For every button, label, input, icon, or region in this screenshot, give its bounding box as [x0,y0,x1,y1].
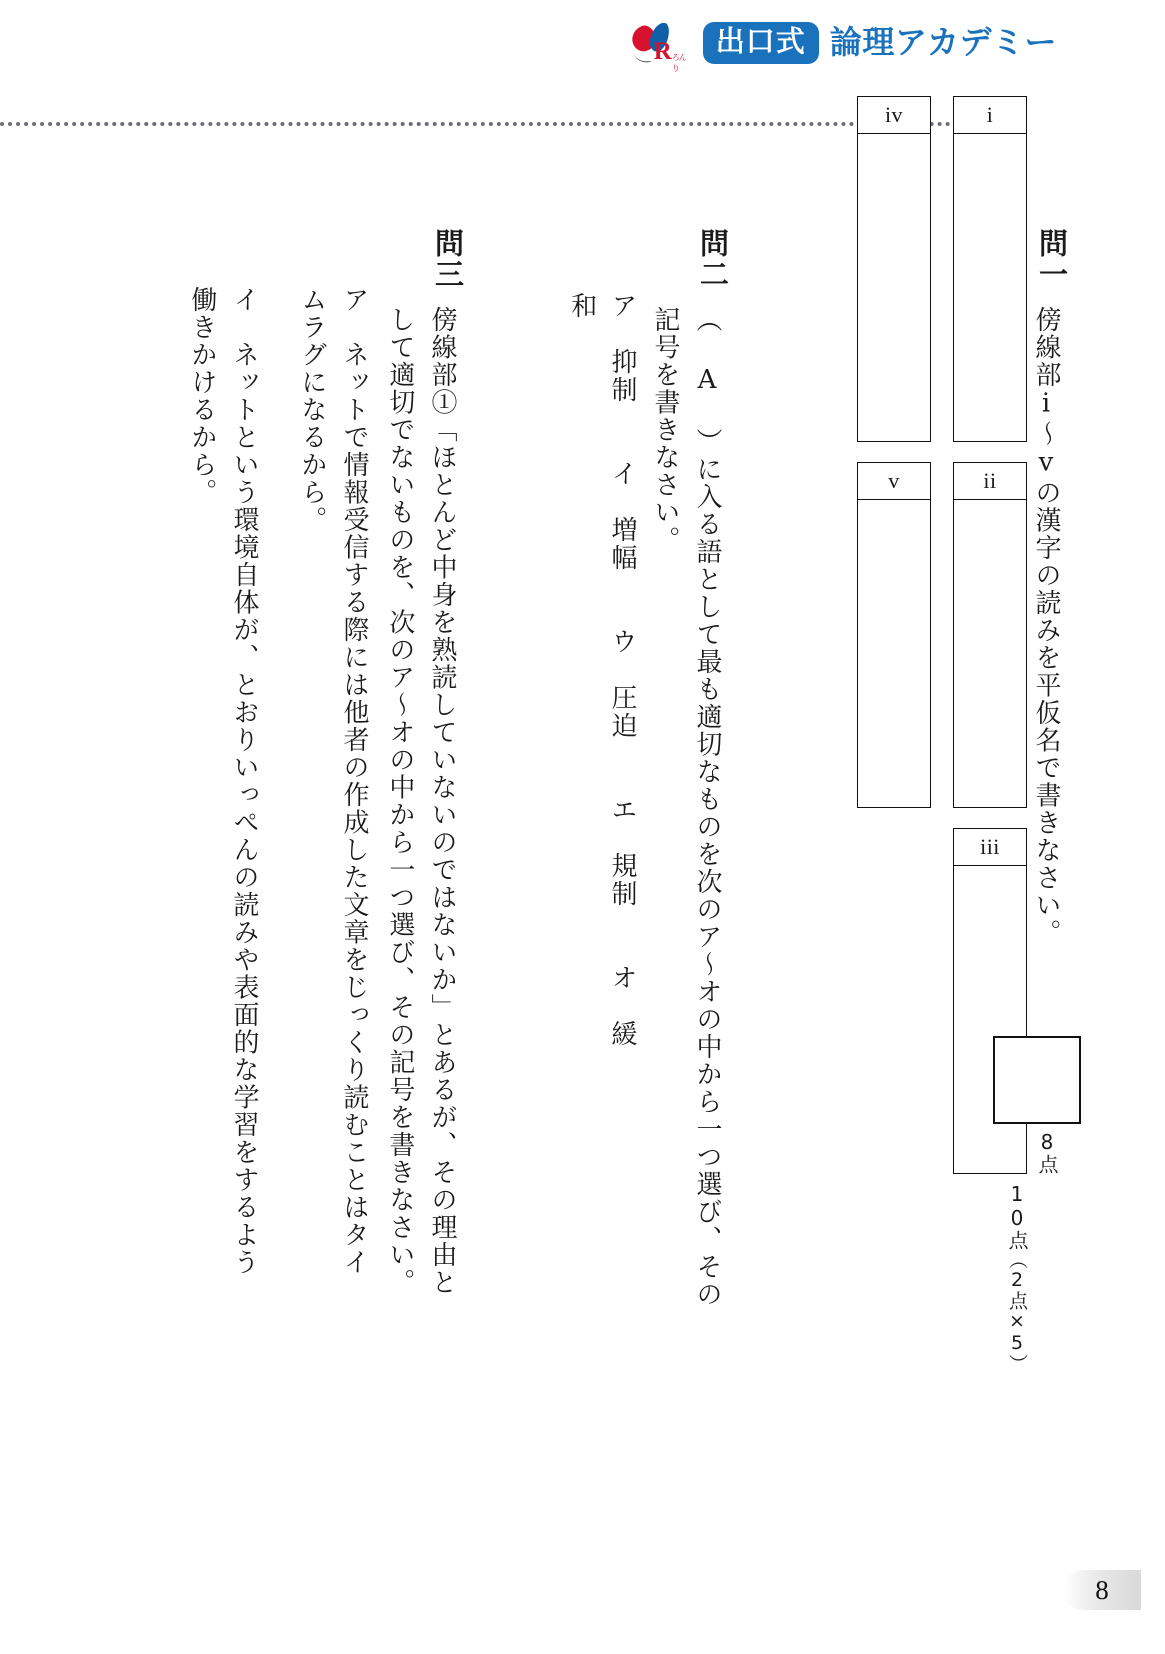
question-2-score: 8点 [1035,1130,1059,1174]
answer-cell-iv-field[interactable] [858,134,930,478]
page-number: 8 [1063,1570,1141,1610]
answer-cell-v-caption: v [858,463,930,500]
logo-stem [633,49,650,64]
question-1-prompt: 傍線部ⅰ〜ⅴの漢字の読みを平仮名で書きなさい。 [1031,306,1061,947]
brand-logo [630,20,1057,73]
question-1-score [1005,1182,1027,1373]
answer-cell-ii-caption: ii [954,463,1026,500]
question-1-label: 問一 [1035,228,1069,290]
question-3-prompt: 傍線部①「ほとんど中身を熟読していないのではないか」とあるが、その理由として適切でないものを、次のア〜オの中から一つ選び、その記号を書きなさい。 [384,306,457,1296]
answer-cell-v[interactable] [857,462,931,808]
answer-cell-i[interactable] [953,96,1027,442]
logo-letter: R [653,38,672,65]
question-3-option-a: ア ネットで情報受信する際には他者の作成した文章をじっくり読むことはタイムラグになるから。 [296,286,369,1276]
answer-cell-iii-caption: iii [954,829,1026,866]
question-1-score-value: 10点 [1005,1182,1029,1250]
question-2-choices: ア 抑制 イ 増幅 ウ 圧迫 エ 規制 オ 緩和 [566,292,637,1048]
answer-cell-v-field[interactable] [858,500,930,844]
logo-wordmark: 論理アカデミー [829,23,1057,62]
page-header [0,0,1165,105]
question-2-answer-box[interactable] [993,1036,1081,1124]
question-2-label: 問二 [696,228,730,290]
logo-pill-label: 出口式 [703,22,819,63]
logo-flower-icon [630,20,692,73]
answer-cell-i-field[interactable] [954,134,1026,478]
question-1-score-detail: （2点×5） [1006,1250,1028,1373]
answer-cell-i-caption: i [954,97,1026,134]
question-2-prompt: （ A ）に入る語として最も適切なものを次のア〜オの中から一つ選び、その記号を書きなさい。 [649,306,722,1308]
question-3-label: 問三 [431,228,465,290]
answer-cell-iv[interactable] [857,96,931,442]
answer-cell-ii[interactable] [953,462,1027,808]
answer-cell-ii-field[interactable] [954,500,1026,844]
logo-ruby: ろんり [671,53,686,73]
question-3-option-b: イ ネットという環境自体が、とおりいっぺんの読みや表面的な学習をするよう働きかけるから。 [186,286,259,1276]
answer-cell-iv-caption: iv [858,97,930,134]
